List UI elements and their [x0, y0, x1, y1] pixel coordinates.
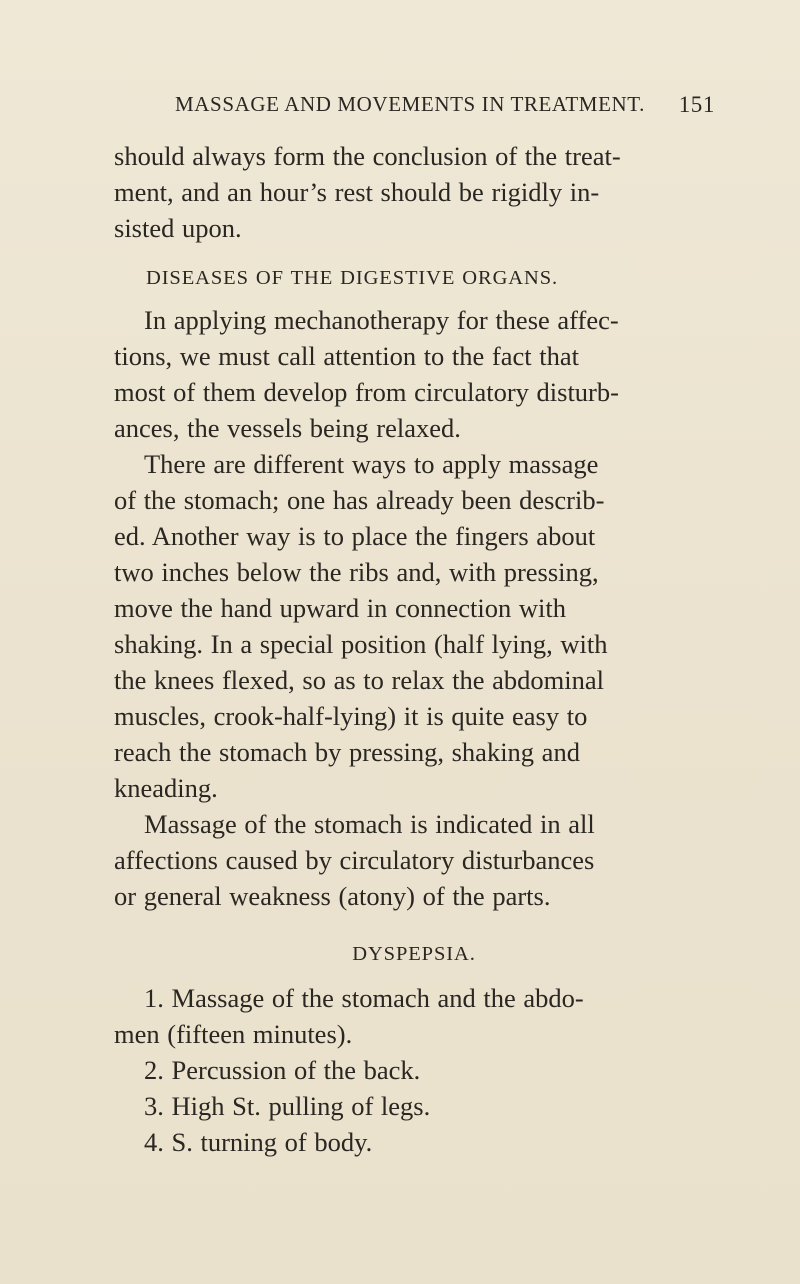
- text-line: should always form the conclusion of the treat-: [114, 141, 621, 171]
- text-line: ances, the vessels being relaxed.: [114, 413, 461, 443]
- text-line: In applying mechanotherapy for these affec-: [144, 305, 619, 335]
- text-line: There are different ways to apply massage: [144, 449, 599, 479]
- text-line: muscles, crook-half-lying) it is quite easy to: [114, 701, 588, 731]
- text-line: ed. Another way is to place the fingers about: [114, 521, 596, 551]
- running-head-title: MASSAGE AND MOVEMENTS IN TREATMENT.: [175, 92, 645, 116]
- text-line: sisted upon.: [114, 213, 242, 243]
- text-line: or general weakness (atony) of the parts.: [114, 881, 551, 911]
- text-line: of the stomach; one has already been describ-: [114, 485, 605, 515]
- text-line: the knees flexed, so as to relax the abdominal: [114, 665, 604, 695]
- section-heading: DISEASES OF THE DIGESTIVE ORGANS.: [146, 267, 559, 289]
- text-line: ment, and an hour’s rest should be rigidly in-: [114, 177, 600, 207]
- text-line: tions, we must call attention to the fact that: [114, 341, 580, 371]
- running-head: [175, 92, 715, 117]
- text-line: affections caused by circulatory disturbances: [114, 845, 595, 875]
- body-text: [114, 138, 714, 1160]
- text-line: two inches below the ribs and, with pressing,: [114, 557, 599, 587]
- treatment-list: [114, 980, 714, 1160]
- paragraph-one: [114, 302, 714, 446]
- list-item: 3. High St. pulling of legs.: [144, 1091, 431, 1121]
- text-line: kneading.: [114, 773, 218, 803]
- page-number: 151: [678, 92, 715, 117]
- text-line: shaking. In a special position (half lying, with: [114, 629, 608, 659]
- list-item: 1. Massage of the stomach and the abdo-: [144, 983, 584, 1013]
- list-item-continuation: men (fifteen minutes).: [114, 1019, 353, 1049]
- subheading: DYSPEPSIA.: [352, 943, 476, 965]
- text-line: most of them develop from circulatory disturb-: [114, 377, 619, 407]
- paragraph-three: [114, 806, 714, 914]
- list-item: 4. S. turning of body.: [144, 1127, 373, 1157]
- text-line: Massage of the stomach is indicated in all: [144, 809, 595, 839]
- opening-paragraph: [114, 138, 714, 246]
- text-line: reach the stomach by pressing, shaking and: [114, 737, 580, 767]
- list-item: 2. Percussion of the back.: [144, 1055, 421, 1085]
- text-line: move the hand upward in connection with: [114, 593, 566, 623]
- paragraph-two: [114, 446, 714, 806]
